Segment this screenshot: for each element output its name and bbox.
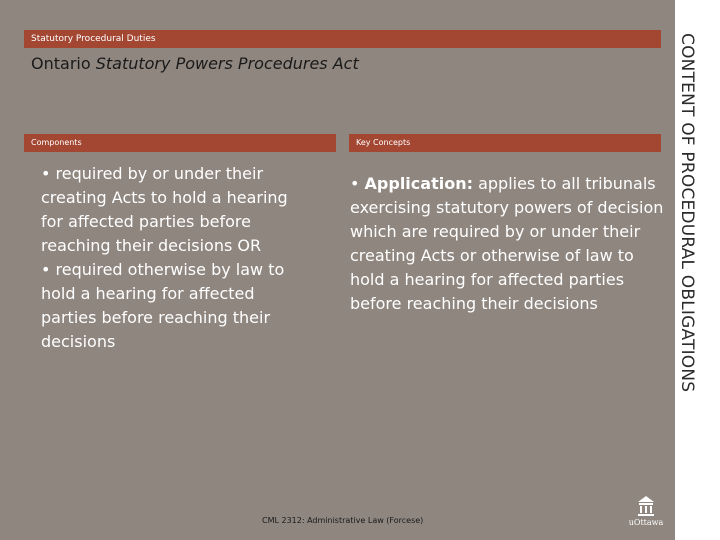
components-header [24, 134, 336, 152]
key-concepts-header [349, 134, 661, 152]
components-bullet: • required otherwise by law to hold a hearing for affected parties before reaching their decisions [41, 260, 285, 351]
university-building-icon [637, 495, 655, 517]
bullet-mark: • [350, 174, 365, 193]
concept-term: Application: [364, 174, 473, 193]
components-header-label: Components [31, 138, 82, 147]
components-bullet: • required by or under their creating Acts to hold a hearing for affected parties before reaching their decisions OR [41, 164, 288, 255]
sidebar [675, 0, 720, 540]
key-concepts-header-label: Key Concepts [356, 138, 411, 147]
title-act-name: Statutory Powers Procedures Act [95, 54, 359, 73]
vertical-title: CONTENT OF PROCEDURAL OBLIGATIONS [677, 33, 697, 393]
logo-wordmark: uOttawa [628, 518, 664, 527]
title-prefix: Ontario [31, 54, 96, 73]
footer-course: CML 2312: Administrative Law (Forcese) [262, 516, 424, 525]
components-column [41, 162, 303, 354]
section-label: Statutory Procedural Duties [31, 34, 156, 44]
concept-text: applies to all tribunals exercising statutory powers of decision which are required by or under their creating Acts or otherwise of law to hold a hearing for affected parties before reaching their decisions [350, 174, 664, 313]
section-bar [24, 30, 661, 48]
key-concepts-bullet [350, 172, 666, 316]
slide-title [31, 54, 359, 73]
university-logo [625, 495, 667, 535]
key-concepts-column [350, 172, 666, 316]
